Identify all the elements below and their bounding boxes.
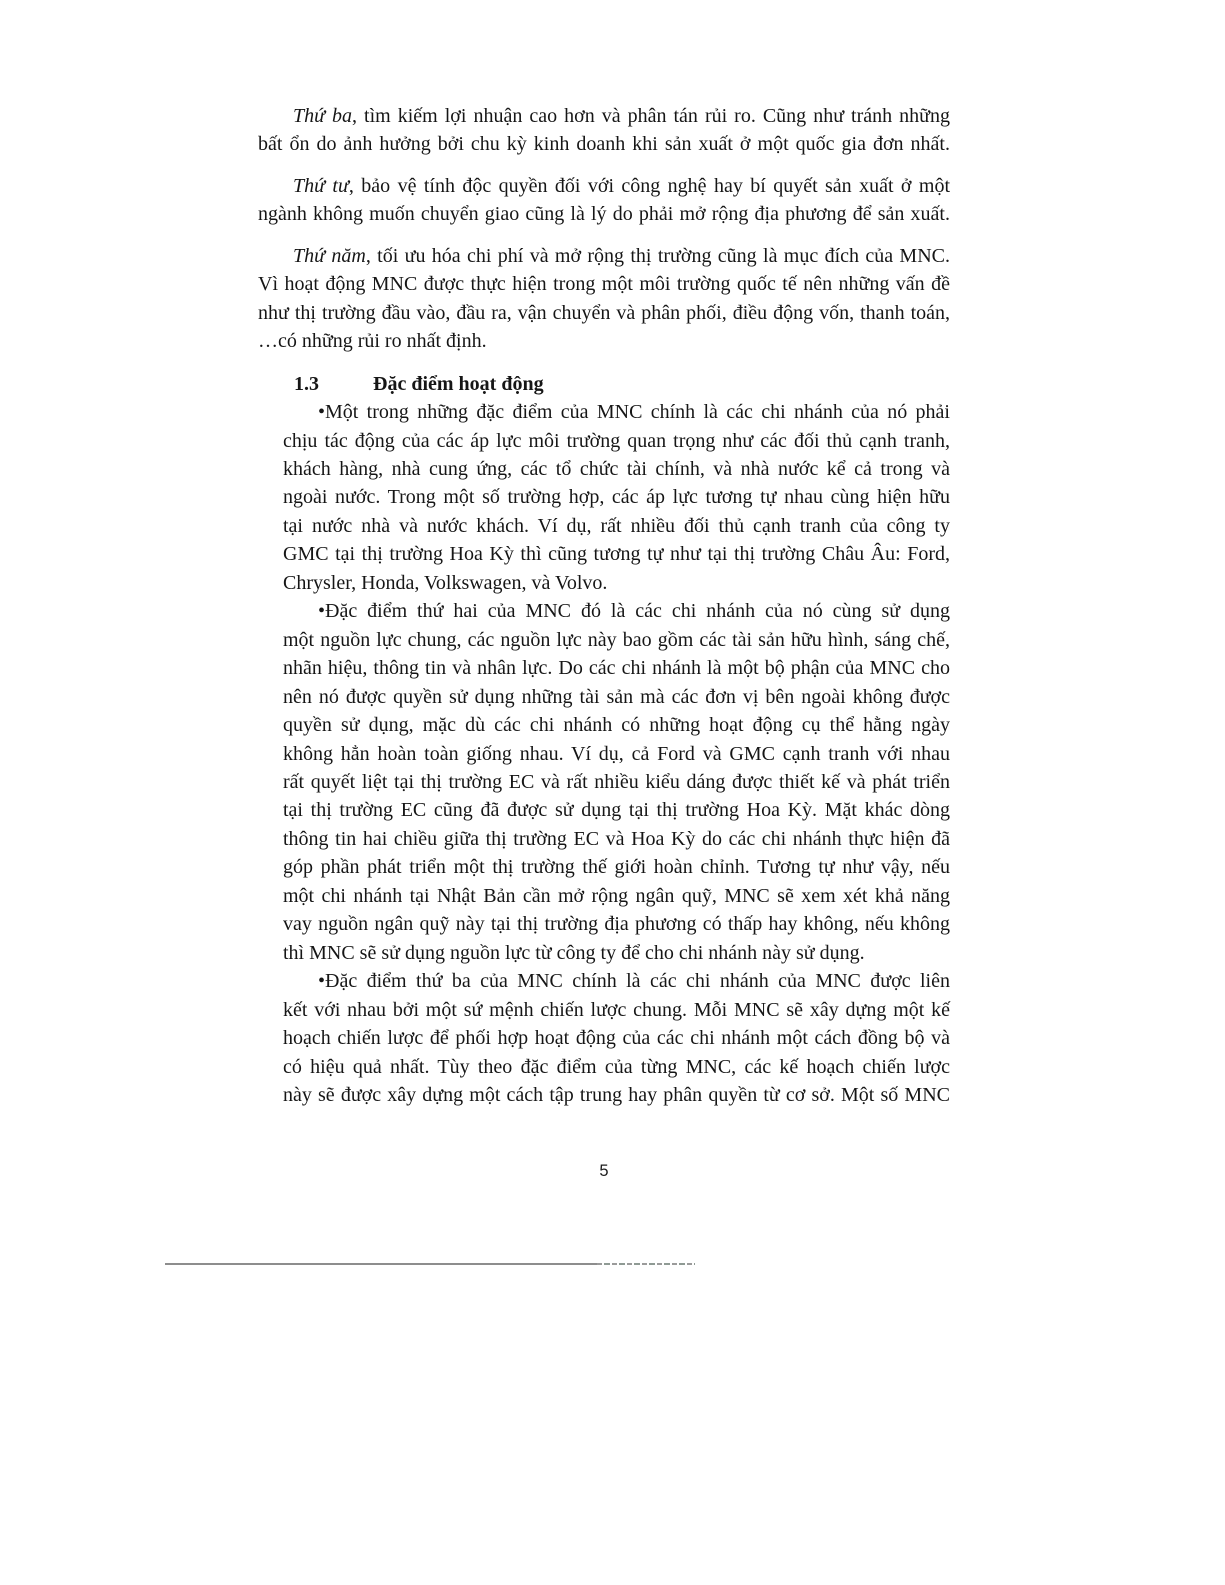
text-line: ngành không muốn chuyển giao cũng là lý do phải mở rộng địa phương để sản xuất. [258, 203, 950, 226]
text-line: Chrysler, Honda, Volkswagen, và Volvo. [283, 571, 608, 594]
paragraph-lead-italic: Thứ ba [293, 105, 353, 127]
footer-divider-line [165, 1263, 695, 1265]
text-line: •Đặc điểm thứ ba của MNC chính là các chi nhánh của MNC được liên [318, 970, 950, 993]
paragraph-lead-italic: Thứ tư [293, 174, 349, 197]
text-line: có hiệu quả nhất. Tùy theo đặc điểm của từng MNC, các kế hoạch chiến lược [283, 1055, 950, 1078]
text-line: khách hàng, nhà cung ứng, các tổ chức tài chính, và nhà nước kể cả trong và [283, 457, 950, 480]
text-line: kết với nhau bởi một sứ mệnh chiến lược chung. Mỗi MNC sẽ xây dựng một kế [283, 998, 950, 1021]
text-line: quyền sử dụng, mặc dù các chi nhánh có những hoạt động cụ thể hằng ngày [283, 714, 950, 737]
text-line: rất quyết liệt tại thị trường EC và rất nhiều kiểu dáng được thiết kế và phát triển [283, 770, 950, 793]
text-line: …có những rủi ro nhất định. [258, 330, 487, 353]
paragraph-bullet-first-characteristic [283, 398, 950, 597]
text-line: góp phần phát triển một thị trường thế giới hoàn chỉnh. Tương tự như vậy, nếu [283, 856, 950, 879]
divider-dash-marks [597, 1263, 695, 1265]
text-line: vay nguồn ngân quỹ này tại thị trường địa phương có thấp hay không, nếu không [283, 913, 950, 936]
text-line: một chi nhánh tại Nhật Bản cần mở rộng ngân quỹ, MNC sẽ xem xét khả năng [283, 884, 950, 907]
text-line: tại nước nhà và nước khách. Ví dụ, rất nhiều đối thủ cạnh tranh của công ty [283, 514, 950, 537]
text-line: này sẽ được xây dựng một cách tập trung hay phân quyền từ cơ sở. Một số MNC [283, 1083, 950, 1106]
text-line: Vì hoạt động MNC được thực hiện trong một môi trường quốc tế nên những vấn đề [258, 273, 950, 296]
paragraph-thu-tu [258, 172, 950, 229]
text-line: một nguồn lực chung, các nguồn lực này bao gồm các tài sản hữu hình, sáng chế, [283, 628, 950, 651]
text-line: GMC tại thị trường Hoa Kỳ thì cũng tương tự như tại thị trường Châu Âu: Ford, [283, 543, 950, 566]
text-line: hoạch chiến lược để phối hợp hoạt động của các chi nhánh một cách đồng bộ và [283, 1027, 950, 1050]
section-heading [258, 370, 950, 398]
text-span: , bảo vệ tính độc quyền đối với công nghệ hay bí quyết sản xuất ở một [348, 174, 951, 197]
text-line: •Đặc điểm thứ hai của MNC đó là các chi nhánh của nó cùng sử dụng [318, 600, 950, 623]
text-line: tại thị trường EC cũng đã được sử dụng tại thị trường Hoa Kỳ. Mặt khác dòng [283, 799, 950, 822]
text-line: như thị trường đầu vào, đầu ra, vận chuyển và phân phối, điều động vốn, thanh toán, [258, 301, 950, 324]
text-span: , tối ưu hóa chi phí và mở rộng thị trường cũng là mục đích của MNC. [365, 244, 951, 267]
text-line: ngoài nước. Trong một số trường hợp, các áp lực tương tự nhau cùng hiện hữu [283, 486, 950, 509]
paragraph-bullet-second-characteristic [283, 597, 950, 967]
text-span: , tìm kiếm lợi nhuận cao hơn và phân tán rủi ro. Cũng như tránh những [352, 105, 951, 127]
paragraph-lead-italic: Thứ năm [293, 244, 366, 267]
text-line [258, 102, 950, 130]
text-line: nên nó được quyền sử dụng những tài sản mà các đơn vị bên ngoài không được [283, 685, 950, 708]
section-title: Đặc điểm hoạt động [373, 372, 544, 395]
text-line [258, 172, 950, 200]
text-line: chịu tác động của các áp lực môi trường quan trọng như các đối thủ cạnh tranh, [283, 429, 950, 452]
text-line: nhãn hiệu, thông tin và nhân lực. Do các chi nhánh là một bộ phận của MNC cho [283, 657, 950, 680]
text-line: không hẳn hoàn toàn giống nhau. Ví dụ, cả Ford và GMC cạnh tranh với nhau [283, 742, 950, 765]
paragraph-bullet-third-characteristic [283, 967, 950, 1109]
page-number: 5 [599, 1162, 609, 1181]
text-block [258, 102, 950, 1186]
text-line [258, 242, 950, 270]
paragraph-thu-nam [258, 242, 950, 356]
text-line: thông tin hai chiều giữa thị trường EC và Hoa Kỳ do các chi nhánh thực hiện đã [283, 827, 950, 850]
section-number: 1.3 [294, 372, 319, 395]
text-line: thì MNC sẽ sử dụng nguồn lực từ công ty để cho chi nhánh này sử dụng. [283, 941, 865, 964]
text-line: •Một trong những đặc điểm của MNC chính là các chi nhánh của nó phải [318, 401, 950, 424]
paragraph-thu-ba [258, 102, 950, 159]
text-line: bất ổn do ảnh hưởng bởi chu kỳ kinh doanh khi sản xuất ở một quốc gia đơn nhất. [258, 133, 950, 156]
